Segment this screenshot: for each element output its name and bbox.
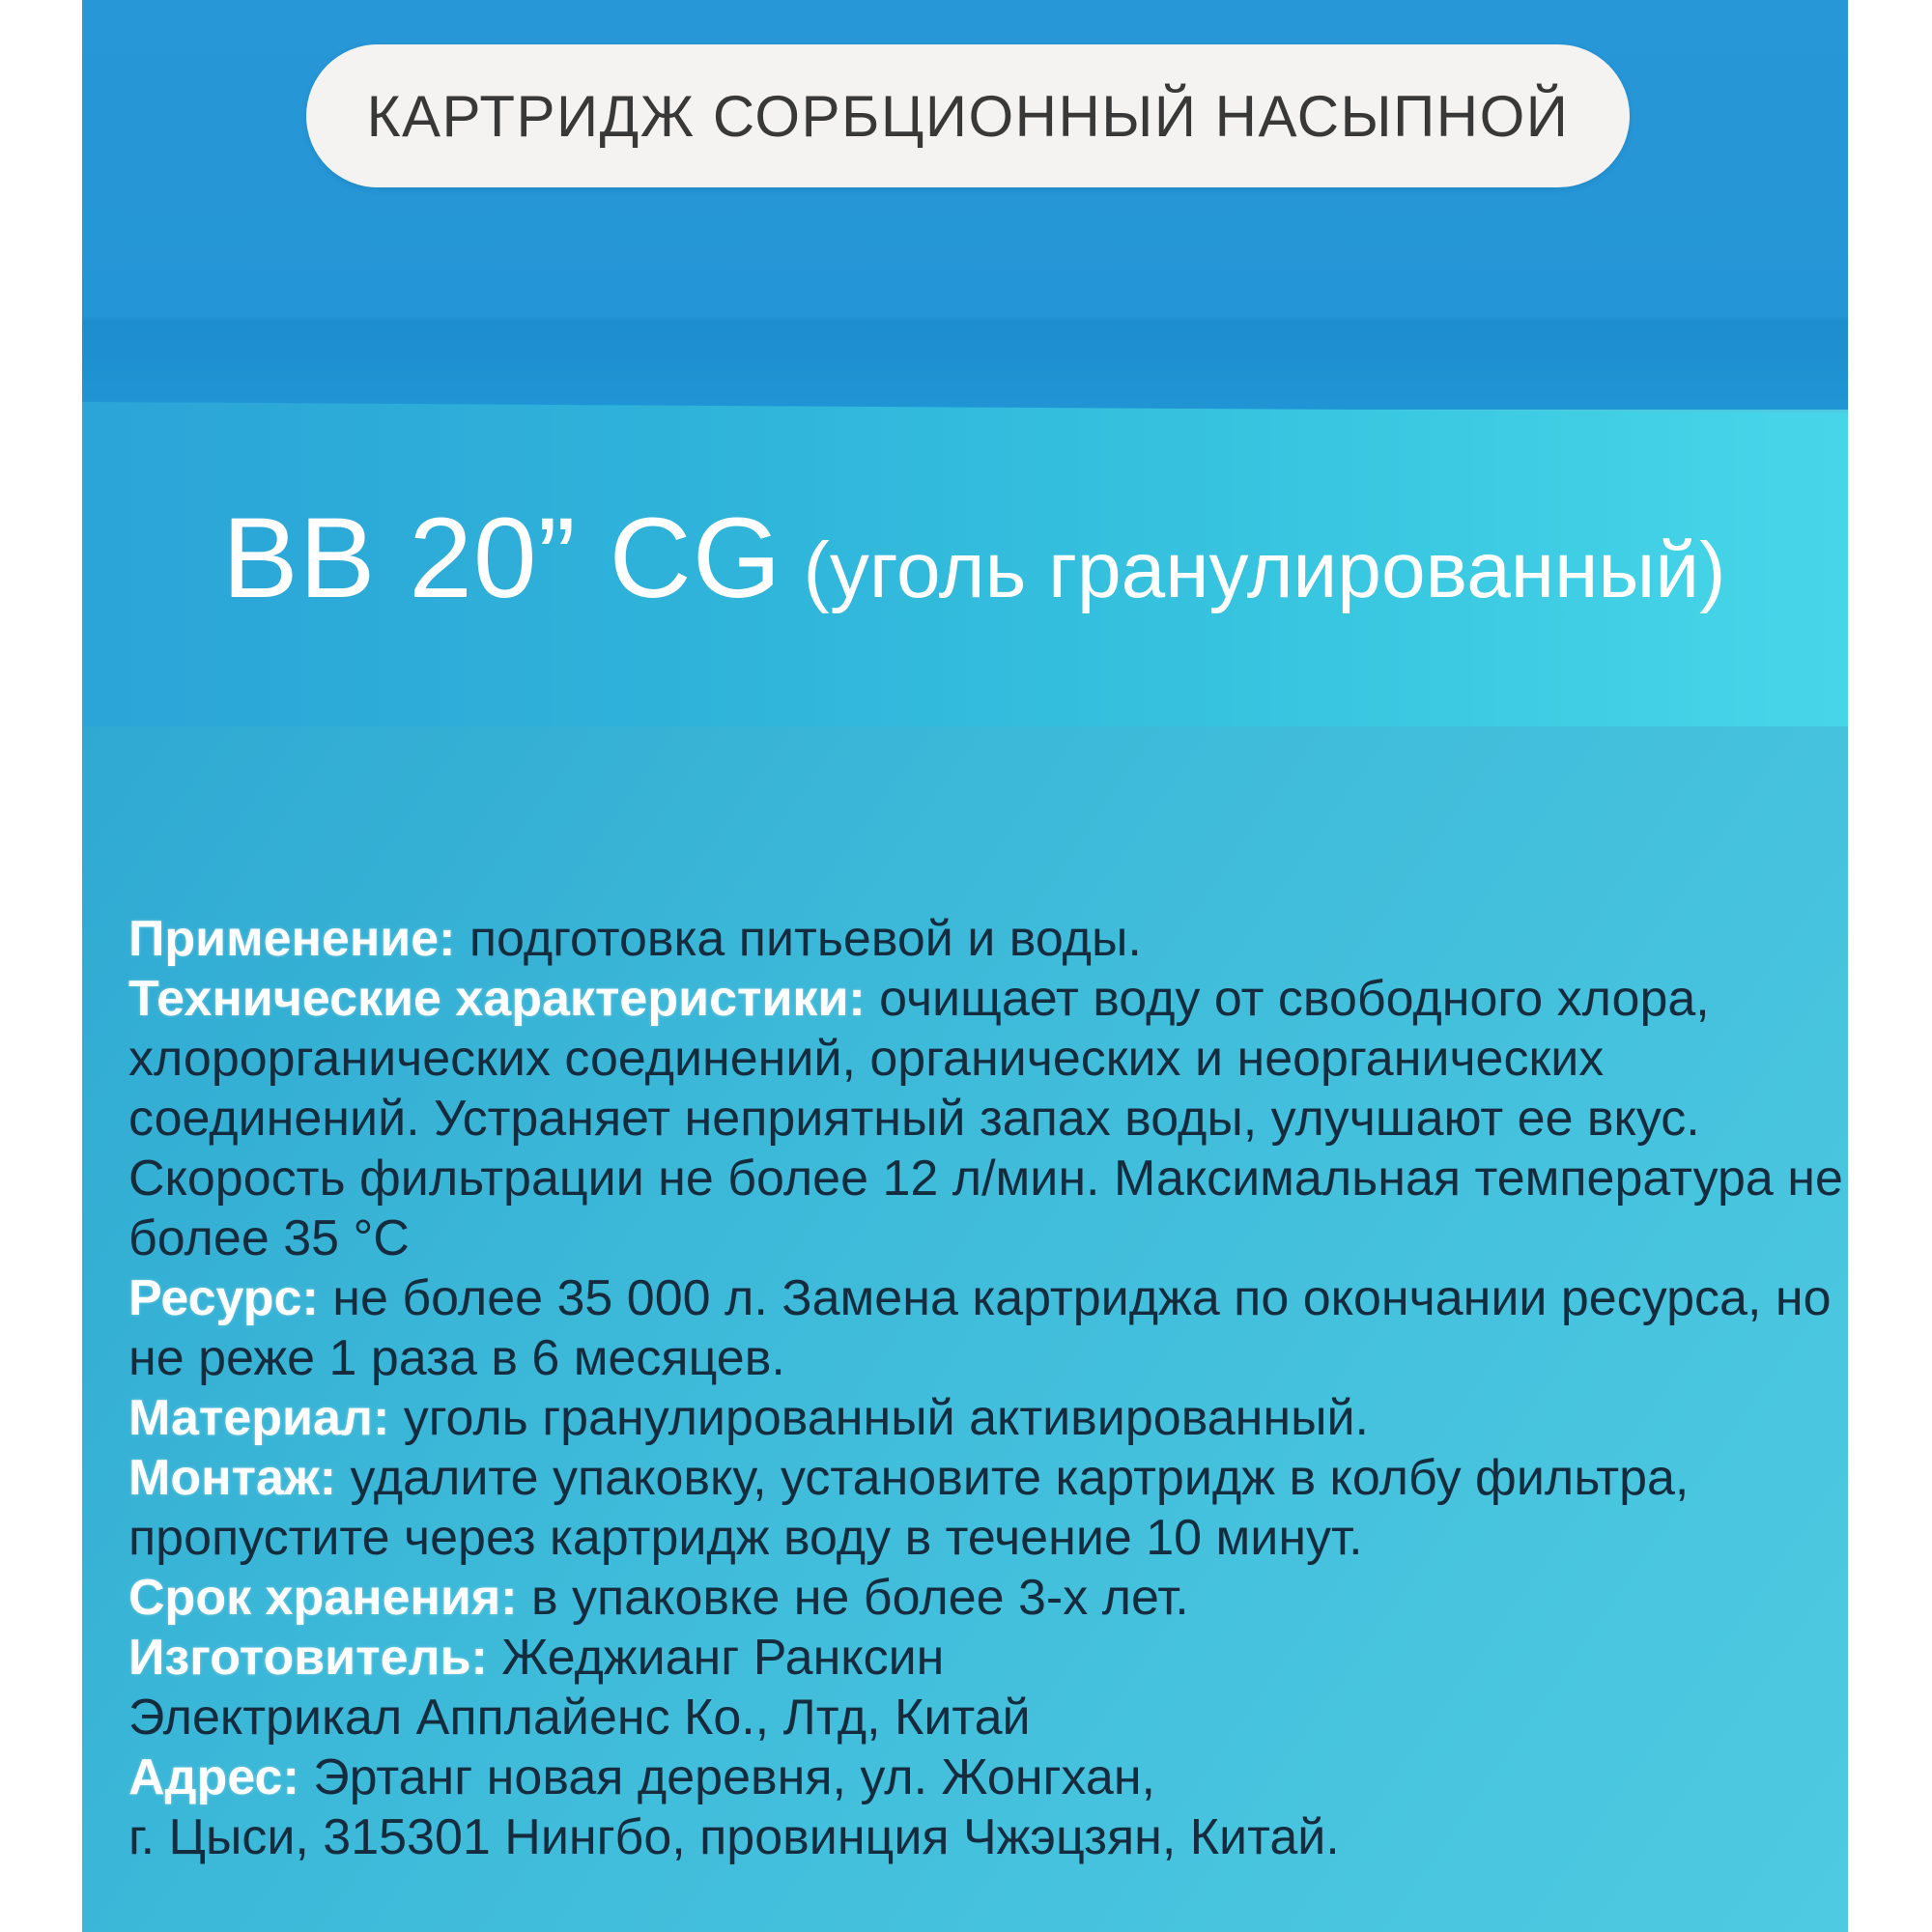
spec-value: более 35 °C [128, 1210, 410, 1266]
spec-label: Срок хранения: [128, 1570, 518, 1626]
product-material-note: (уголь гранулированный) [803, 526, 1726, 614]
spec-line [128, 1268, 1843, 1328]
spec-line [128, 1388, 1843, 1448]
spec-value: Эртанг новая деревня, ул. Жонгхан, [298, 1749, 1156, 1805]
product-model: BB 20” CG [222, 495, 782, 622]
spec-line [128, 1568, 1843, 1628]
spec-value: очищает воду от свободного хлора, [865, 971, 1710, 1027]
spec-line [128, 909, 1843, 969]
spec-line [128, 1089, 1843, 1149]
product-label-photo [82, 0, 1848, 1932]
spec-line [128, 1688, 1843, 1747]
spec-line [128, 1029, 1843, 1089]
spec-value: Жеджианг Ранксин [487, 1630, 945, 1686]
spec-label: Адрес: [128, 1749, 299, 1805]
spec-line [128, 1807, 1843, 1867]
spec-line [128, 969, 1843, 1029]
spec-line [128, 1208, 1843, 1268]
spec-label: Материал: [128, 1390, 390, 1446]
spec-label: Технические характеристики: [128, 971, 866, 1027]
spec-value: соединений. Устраняет неприятный запах воды, улучшают ее вкус. [128, 1091, 1700, 1147]
spec-line [128, 1448, 1843, 1508]
spec-value: не реже 1 раза в 6 месяцев. [128, 1330, 785, 1386]
spec-value: хлорорганических соединений, органических и неорганических [128, 1031, 1605, 1087]
spec-line [128, 1149, 1843, 1208]
spec-value: Скорость фильтрации не более 12 л/мин. Максимальная температура не [128, 1151, 1843, 1207]
spec-label: Монтаж: [128, 1450, 337, 1506]
spec-value: уголь гранулированный активированный. [389, 1390, 1369, 1446]
spec-line [128, 1747, 1843, 1807]
spec-line [128, 1628, 1843, 1688]
spec-value: г. Цыси, 315301 Нингбо, провинция Чжэцзян, Китай. [128, 1809, 1340, 1865]
spec-line [128, 1328, 1843, 1388]
spec-value: в упаковке не более 3-х лет. [517, 1570, 1189, 1626]
spec-value: пропустите через картридж воду в течение 10 минут. [128, 1510, 1363, 1566]
spec-label: Применение: [128, 911, 456, 967]
spec-value: удалите упаковку, установите картридж в колбу фильтра, [336, 1450, 1690, 1506]
spec-line [128, 1508, 1843, 1568]
spec-value: подготовка питьевой и воды. [455, 911, 1142, 967]
spec-text-block [128, 909, 1843, 1867]
spec-label: Ресурс: [128, 1270, 319, 1326]
product-type-badge-text: КАРТРИДЖ СОРБЦИОННЫЙ НАСЫПНОЙ [366, 83, 1570, 149]
spec-value: Электрикал Апплайенс Ко., Лтд, Китай [128, 1690, 1031, 1746]
product-title [82, 497, 1848, 622]
spec-value: не более 35 000 л. Замена картриджа по окончании ресурса, но [318, 1270, 1832, 1326]
spec-label: Изготовитель: [128, 1630, 488, 1686]
product-type-badge [306, 44, 1630, 187]
